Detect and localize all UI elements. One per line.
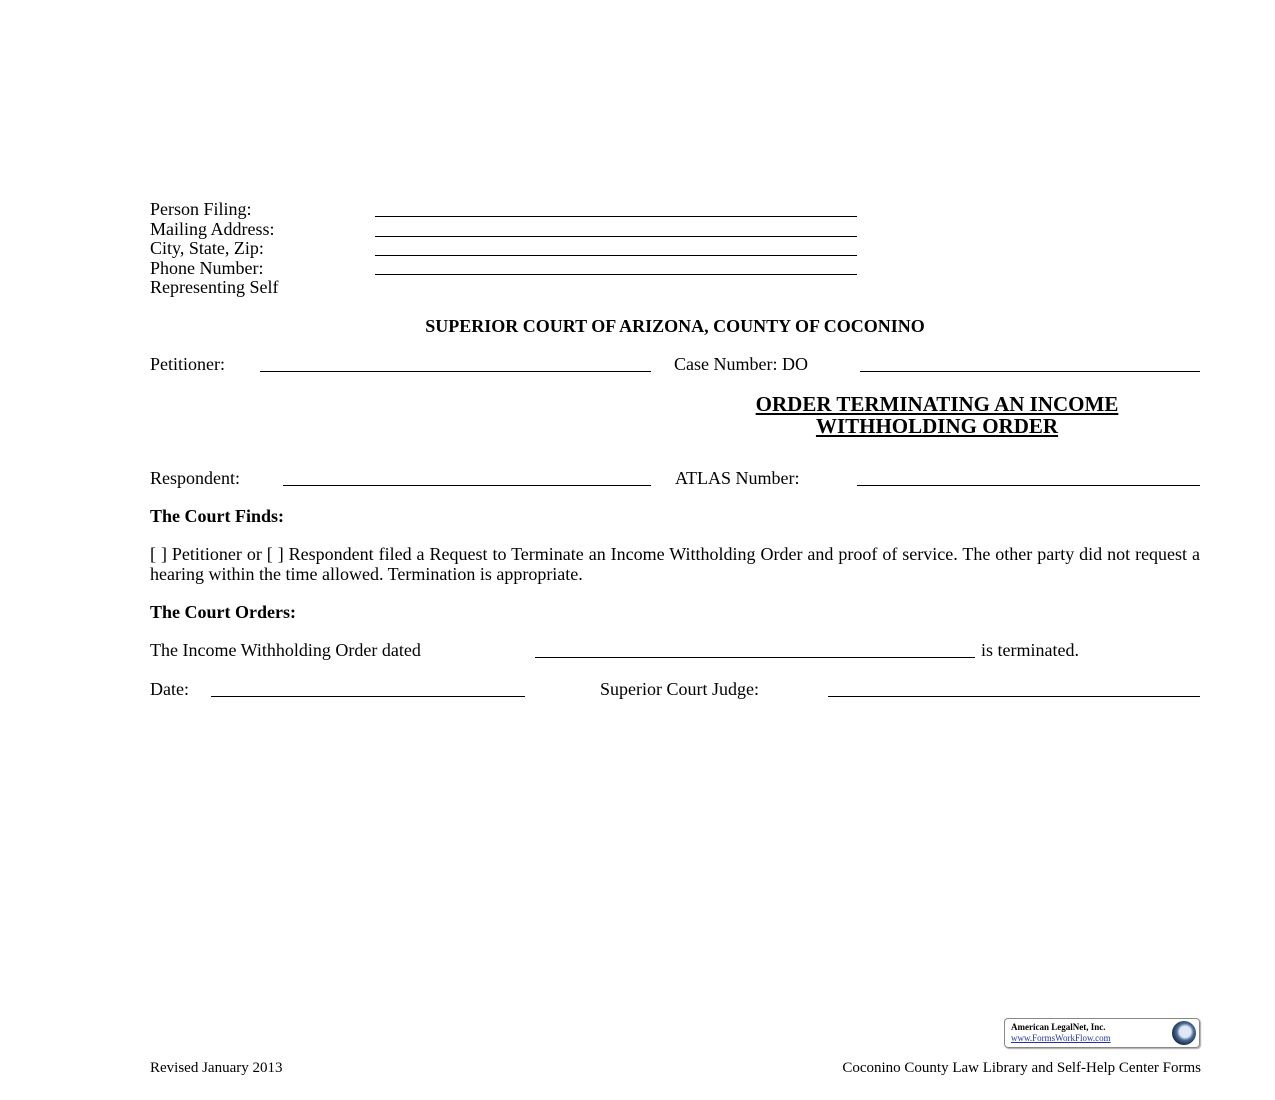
court-finds-heading: The Court Finds: <box>150 506 285 526</box>
mailing-address-line[interactable] <box>375 236 857 237</box>
document-title-line1: ORDER TERMINATING AN INCOME <box>755 392 1119 416</box>
case-number-label: Case Number: DO <box>674 354 808 374</box>
person-filing-line[interactable] <box>375 216 857 217</box>
phone-number-line[interactable] <box>375 274 857 275</box>
order-dated-label: The Income Withholding Order dated <box>150 640 421 660</box>
case-number-line[interactable] <box>860 371 1200 372</box>
city-state-zip-label: City, State, Zip: <box>150 238 264 258</box>
atlas-number-line[interactable] <box>857 485 1200 486</box>
petitioner-label: Petitioner: <box>150 354 225 374</box>
globe-icon <box>1172 1021 1196 1045</box>
date-line[interactable] <box>211 696 525 697</box>
date-label: Date: <box>150 679 189 699</box>
person-filing-label: Person Filing: <box>150 199 252 219</box>
logo-company-name: American LegalNet, Inc. <box>1011 1022 1106 1032</box>
revised-date: Revised January 2013 <box>150 1060 283 1076</box>
findings-text: [ ] Petitioner or [ ] Respondent filed a Request to Terminate an Income Wittholding Order and proof of service. The other party did not request a hearing within the time allowed. Termination is appropriate. <box>150 544 1200 584</box>
terminated-text: is terminated. <box>981 640 1079 660</box>
atlas-number-label: ATLAS Number: <box>675 468 800 488</box>
order-date-line[interactable] <box>535 657 975 658</box>
judge-label: Superior Court Judge: <box>600 679 759 699</box>
petitioner-line[interactable] <box>260 371 651 372</box>
court-title: SUPERIOR COURT OF ARIZONA, COUNTY OF COCONINO <box>425 316 925 336</box>
phone-number-label: Phone Number: <box>150 258 264 278</box>
logo-url-link[interactable]: www.FormsWorkFlow.com <box>1011 1033 1111 1043</box>
city-state-zip-line[interactable] <box>375 255 857 256</box>
judge-signature-line[interactable] <box>828 696 1200 697</box>
mailing-address-label: Mailing Address: <box>150 219 275 239</box>
representing-self-label: Representing Self <box>150 277 279 297</box>
court-orders-heading: The Court Orders: <box>150 602 296 622</box>
respondent-label: Respondent: <box>150 468 240 488</box>
respondent-line[interactable] <box>283 485 651 486</box>
american-legalnet-logo[interactable] <box>1004 1018 1200 1048</box>
footer-source: Coconino County Law Library and Self-Help Center Forms <box>842 1060 1201 1076</box>
document-title-line2: WITHHOLDING ORDER <box>815 414 1059 438</box>
